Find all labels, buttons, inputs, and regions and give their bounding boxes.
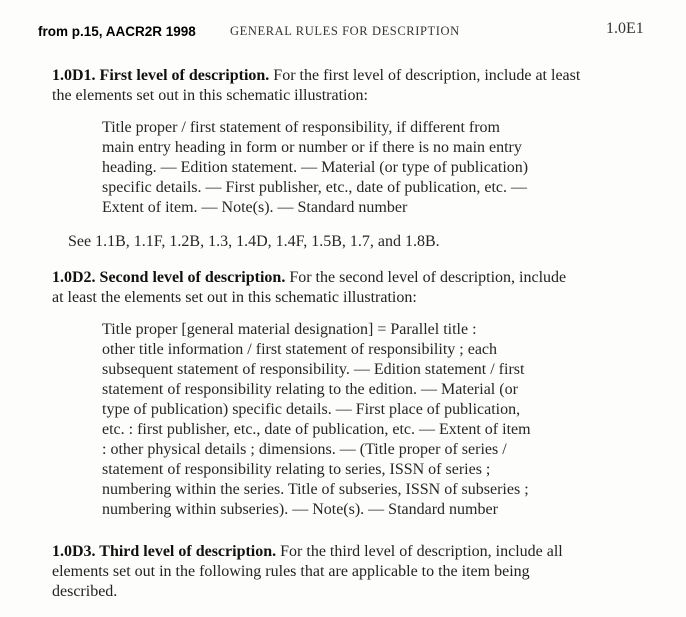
rule-1-0d3-paragraph [52,542,652,602]
rule-number: 1.0E1 [606,20,644,37]
rule-1-0d2-heading: 1.0D2. Second level of description. [52,269,286,286]
rule-1-0d2-text: For the second level of description, include at least the elements set out in this schematic illustration: [52,269,567,306]
running-title: GENERAL RULES FOR DESCRIPTION [230,24,460,38]
rule-1-0d2-schematic: Title proper [general material designation] = Parallel title : other title information / first statement of responsibility ; each subsequent statement of responsibility. — Edition statement / first statement of responsibility relating to the edition. — Material (or type of publication) specific details. — First place of publication, etc. : first publisher, etc., date of publication, etc. — Extent of item : other physical details ; dimensions. — (Title proper of series / statement of responsibility relating to series, ISSN of series ; numbering within the series. Title of subseries, ISSN of subseries ; numbering within subseries). — Note(s). — Standard number [102,321,531,518]
rule-1-0d1-heading: 1.0D1. First level of description. [52,67,270,84]
source-citation: from p.15, AACR2R 1998 [38,24,196,39]
rule-1-0d2-paragraph [52,268,652,308]
rule-1-0d1-paragraph [52,66,652,106]
rule-1-0d1-schematic: Title proper / first statement of responsibility, if different from main entry heading in form or number or if there is no main entry heading. — Edition statement. — Material (or type of publication) specific details. — First publisher, etc., date of publication, etc. — Extent of item. — Note(s). — Standard number [102,119,529,216]
rule-1-0d1-text: For the first level of description, include at least the elements set out in this schematic illustration: [52,67,581,104]
rule-1-0d3-text: For the third level of description, include all elements set out in the following rules that are applicable to the item being described. [52,543,563,600]
rule-1-0d1-see-also: See 1.1B, 1.1F, 1.2B, 1.3, 1.4D, 1.4F, 1.5B, 1.7, and 1.8B. [68,233,440,250]
rule-1-0d3-heading: 1.0D3. Third level of description. [52,543,277,560]
